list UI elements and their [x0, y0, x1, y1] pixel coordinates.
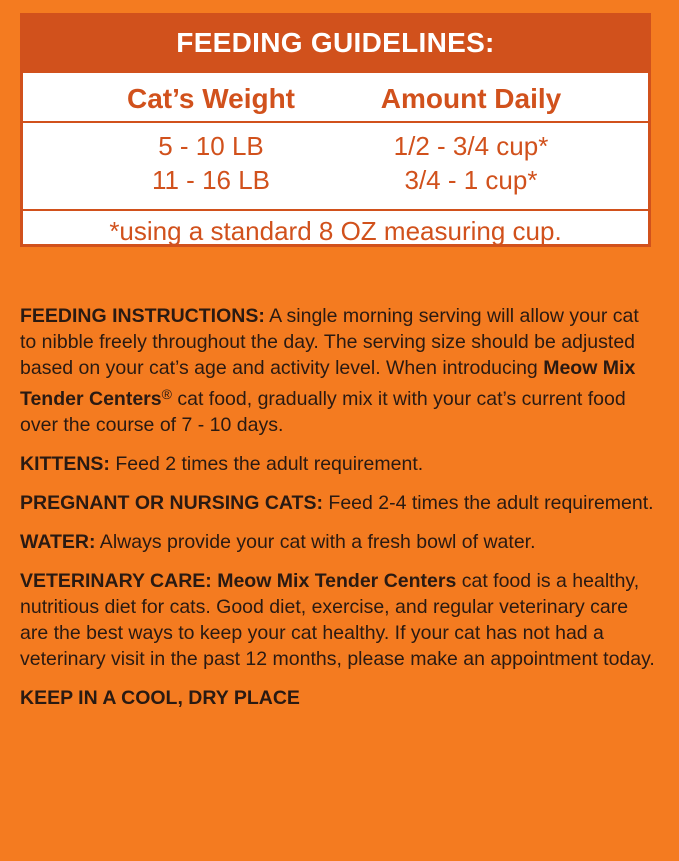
storage-instructions [20, 685, 660, 711]
amount-cell: 1/2 - 3/4 cup* [393, 131, 549, 161]
pregnant-text: Feed 2-4 times the adult requirement. [322, 492, 654, 514]
vet-instructions [20, 568, 660, 672]
weight-cell: 5 - 10 LB [158, 131, 264, 161]
storage-label: KEEP IN A COOL, DRY PLACE [20, 687, 300, 709]
feeding-table [23, 73, 648, 244]
kittens-text: Feed 2 times the adult requirement. [109, 453, 424, 475]
pregnant-instructions [20, 490, 660, 516]
table-header [23, 73, 648, 123]
vet-brand: Meow Mix Tender Centers [211, 570, 457, 592]
col-header-weight: Cat’s Weight [126, 83, 295, 114]
brand-name: Meow Mix Tender Centers [20, 357, 636, 410]
kittens-instructions [20, 451, 660, 477]
instructions-text [20, 303, 660, 724]
vet-text: cat food is a healthy, nutritious diet for cats. Good diet, exercise, and regular veterinary care are the best ways to keep your cat healthy. If your cat has not had a veterinary visit in the past 12 months, please make an appointment today. [20, 570, 655, 670]
registered-mark: ® [161, 386, 172, 402]
feeding-instructions-text-2: cat food, gradually mix it with your cat’s current food over the course of 7 - 10 days. [20, 388, 626, 436]
water-instructions [20, 529, 660, 555]
col-header-amount: Amount Daily [380, 83, 562, 114]
feeding-instructions-label: FEEDING INSTRUCTIONS: [20, 305, 265, 327]
table-body [23, 123, 648, 211]
feeding-instructions [20, 303, 660, 438]
pregnant-label: PREGNANT OR NURSING CATS: [20, 492, 323, 514]
water-text: Always provide your cat with a fresh bowl of water. [95, 531, 536, 553]
vet-label: VETERINARY CARE: [20, 570, 212, 592]
feeding-instructions-text: A single morning serving will allow your cat to nibble freely throughout the day. The serving size should be adjusted based on your cat’s age and activity level. When introducing [20, 305, 639, 379]
guidelines-title: FEEDING GUIDELINES: [176, 27, 495, 58]
feeding-guidelines-box [20, 13, 651, 247]
measuring-note: *using a standard 8 OZ measuring cup. [109, 216, 562, 246]
weight-cell: 11 - 16 LB [151, 165, 271, 195]
water-label: WATER: [20, 531, 96, 553]
kittens-label: KITTENS: [20, 453, 110, 475]
amount-cell: 3/4 - 1 cup* [404, 165, 538, 195]
